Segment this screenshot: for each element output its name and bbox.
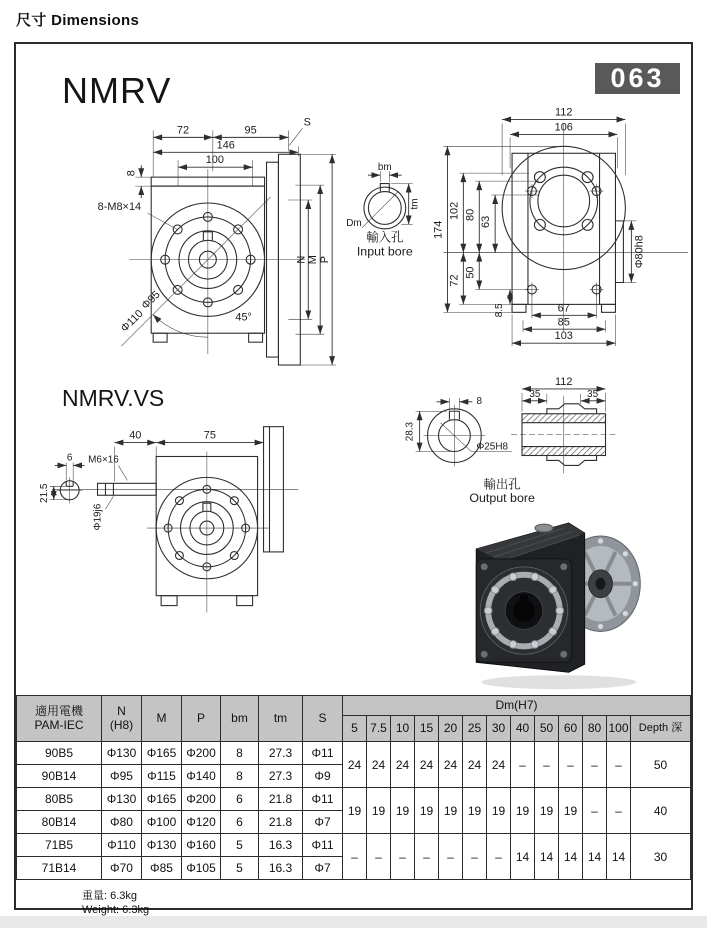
table-cell: 71B14 (17, 857, 102, 880)
dim-85-label: 85 (557, 316, 570, 329)
table-cell: Φ130 (142, 834, 182, 857)
col-header-dm-100: 100 (607, 716, 631, 742)
table-cell: 6 (221, 788, 259, 811)
table-cell: – (367, 834, 391, 880)
table-cell: Φ130 (102, 742, 142, 765)
table-row-71b5 (17, 834, 691, 857)
nmrv-front-view-drawing (98, 116, 336, 365)
rear-view-drawing (432, 107, 688, 347)
table-cell: 90B5 (17, 742, 102, 765)
dia-19j6-label: Φ19j6 (92, 503, 104, 531)
dim-35a-label: 35 (529, 388, 541, 400)
col-header-m: M (142, 696, 182, 742)
dim-s-label: S (303, 116, 311, 129)
dim-p-label: P (319, 256, 332, 264)
table-cell: Φ7 (303, 811, 343, 834)
dia-95-label: Φ95 (139, 288, 163, 312)
dia-80h8-label: Φ80h8 (633, 235, 646, 269)
table-cell: Φ130 (102, 788, 142, 811)
table-cell: Φ95 (102, 765, 142, 788)
table-cell: 19 (391, 788, 415, 834)
table-cell: 24 (415, 742, 439, 788)
table-cell: 19 (415, 788, 439, 834)
table-cell: 19 (487, 788, 511, 834)
dim-112-sleeve-label: 112 (555, 375, 573, 388)
col-header-dm-50: 50 (535, 716, 559, 742)
table-cell: 24 (463, 742, 487, 788)
table-cell: 21.8 (259, 788, 303, 811)
output-bore-diagram (405, 376, 617, 505)
table-cell: 16.3 (259, 857, 303, 880)
dim-95-label: 95 (244, 124, 257, 137)
col-header-dm-7-5: 7.5 (367, 716, 391, 742)
dim-8-label: 8 (125, 170, 138, 177)
table-cell: 14 (535, 834, 559, 880)
table-cell: 80B5 (17, 788, 102, 811)
table-cell: Φ11 (303, 742, 343, 765)
dia-110-label: Φ110 (118, 307, 146, 335)
table-cell: 14 (511, 834, 535, 880)
series-title: NMRV (62, 70, 172, 111)
table-cell: 19 (463, 788, 487, 834)
table-cell: 24 (343, 742, 367, 788)
table-cell: Φ70 (102, 857, 142, 880)
dim-112-label: 112 (555, 106, 573, 119)
col-header-dm-15: 15 (415, 716, 439, 742)
dim-146-label: 146 (216, 139, 235, 152)
nmrv-vs-drawing (39, 427, 299, 613)
table-cell: 24 (487, 742, 511, 788)
col-header-pam: 適用電機 PAM-IEC (17, 696, 102, 742)
dim-75-label: 75 (203, 429, 216, 442)
table-cell: 19 (535, 788, 559, 834)
page-bottom-edge (0, 916, 707, 928)
col-header-dm-40: 40 (511, 716, 535, 742)
content-frame (14, 42, 693, 916)
table-row-90b5 (17, 742, 691, 765)
table-cell: Φ100 (142, 811, 182, 834)
page-title: 尺寸 Dimensions (16, 12, 140, 29)
table-row-80b5 (17, 788, 691, 811)
table-cell: – (415, 834, 439, 880)
col-header-dm-10: 10 (391, 716, 415, 742)
table-cell: Φ11 (303, 834, 343, 857)
col-header-depth: Depth 深 (631, 716, 691, 742)
dimensions-table-wrapper (16, 695, 691, 880)
table-cell: – (487, 834, 511, 880)
m6x16-label: M6×16 (88, 454, 119, 466)
table-cell: 14 (607, 834, 631, 880)
table-cell: 90B14 (17, 765, 102, 788)
col-header-dm-60: 60 (559, 716, 583, 742)
table-cell: 19 (367, 788, 391, 834)
table-cell: Φ200 (182, 788, 221, 811)
dim-8-key-label: 8 (476, 395, 483, 407)
table-cell: Φ105 (182, 857, 221, 880)
dim-tm-label: tm (409, 198, 421, 210)
weight-note-en: Weight: 6.3kg (82, 904, 150, 916)
dim-72-rear-label: 72 (448, 274, 461, 287)
dim-bm-label: bm (377, 162, 392, 174)
table-cell: Φ115 (142, 765, 182, 788)
dia-25h8-label: Φ25H8 (476, 441, 509, 453)
table-cell: 27.3 (259, 765, 303, 788)
table-cell: – (559, 742, 583, 788)
table-cell: 40 (631, 788, 691, 834)
dim-dm-label: Dm (346, 217, 362, 229)
table-cell: 6 (221, 811, 259, 834)
table-cell: – (391, 834, 415, 880)
dim-103-label: 103 (554, 330, 573, 343)
col-header-dm-30: 30 (487, 716, 511, 742)
table-cell: 14 (583, 834, 607, 880)
table-cell: Φ160 (182, 834, 221, 857)
table-cell: 19 (511, 788, 535, 834)
table-cell: – (583, 742, 607, 788)
table-cell: – (535, 742, 559, 788)
col-header-bm: bm (221, 696, 259, 742)
table-cell: 19 (439, 788, 463, 834)
dim-72-label: 72 (176, 124, 190, 137)
table-cell: 5 (221, 834, 259, 857)
table-cell: 50 (631, 742, 691, 788)
dim-6-label: 6 (66, 452, 73, 464)
technical-drawings (16, 44, 691, 695)
table-cell: 71B5 (17, 834, 102, 857)
dim-21-5-label: 21.5 (38, 483, 50, 503)
table-cell: Φ80 (102, 811, 142, 834)
col-header-dm-20: 20 (439, 716, 463, 742)
dim-102-label: 102 (448, 201, 461, 221)
model-badge: 063 (595, 63, 680, 94)
table-cell: Φ200 (182, 742, 221, 765)
table-cell: 24 (439, 742, 463, 788)
input-bore-diagram (346, 162, 420, 258)
table-cell: Φ85 (142, 857, 182, 880)
input-bore-label-cn: 輸入孔 (366, 230, 404, 245)
dim-67-label: 67 (557, 302, 570, 315)
table-cell: – (607, 742, 631, 788)
table-cell: 24 (391, 742, 415, 788)
col-header-dm-group: Dm(H7) (343, 696, 691, 716)
dim-40-label: 40 (129, 429, 142, 442)
series-vs-title: NMRV.VS (62, 385, 165, 411)
col-header-dm-80: 80 (583, 716, 607, 742)
table-cell: Φ110 (102, 834, 142, 857)
table-cell: 30 (631, 834, 691, 880)
table-cell: Φ165 (142, 742, 182, 765)
table-cell: 80B14 (17, 811, 102, 834)
dim-174-label: 174 (432, 220, 445, 239)
dim-35b-label: 35 (587, 388, 599, 400)
col-header-dm-5: 5 (343, 716, 367, 742)
product-photo (476, 523, 640, 689)
table-cell: Φ140 (182, 765, 221, 788)
dim-8-5-label: 8.5 (494, 303, 506, 318)
table-cell: 14 (559, 834, 583, 880)
dim-63-label: 63 (480, 215, 493, 228)
table-cell: 16.3 (259, 834, 303, 857)
col-header-dm-25: 25 (463, 716, 487, 742)
table-cell: 27.3 (259, 742, 303, 765)
table-cell: – (439, 834, 463, 880)
dim-m-label: M (307, 255, 320, 265)
table-cell: 19 (343, 788, 367, 834)
dimensions-table (16, 695, 691, 880)
angle-45-label: 45° (235, 311, 252, 324)
table-cell: Φ9 (303, 765, 343, 788)
table-cell: 8 (221, 765, 259, 788)
table-cell: 8 (221, 742, 259, 765)
table-cell: Φ7 (303, 857, 343, 880)
output-bore-label-cn: 輸出孔 (483, 477, 521, 492)
bolt-callout-label: 8-M8×14 (97, 200, 142, 213)
output-bore-label-en: Output bore (469, 491, 535, 506)
table-cell: – (511, 742, 535, 788)
table-cell: – (607, 788, 631, 834)
table-cell: Φ165 (142, 788, 182, 811)
table-cell: Φ11 (303, 788, 343, 811)
table-cell: 21.8 (259, 811, 303, 834)
table-cell: – (463, 834, 487, 880)
col-header-tm: tm (259, 696, 303, 742)
dim-n-label: N (295, 255, 308, 264)
table-cell: 19 (559, 788, 583, 834)
table-cell: Φ120 (182, 811, 221, 834)
table-cell: – (583, 788, 607, 834)
dim-80-label: 80 (464, 208, 477, 221)
table-cell: – (343, 834, 367, 880)
table-cell: 5 (221, 857, 259, 880)
weight-note-cn: 重量: 6.3kg (82, 890, 138, 902)
dim-100-label: 100 (205, 154, 224, 167)
col-header-s: S (303, 696, 343, 742)
dim-106-label: 106 (554, 121, 573, 134)
weight-note (82, 889, 149, 917)
table-cell: 24 (367, 742, 391, 788)
col-header-p: P (182, 696, 221, 742)
dim-28-3-label: 28.3 (404, 421, 416, 442)
input-bore-label-en: Input bore (356, 244, 413, 259)
dim-50-label: 50 (464, 266, 477, 279)
col-header-n: N (H8) (102, 696, 142, 742)
